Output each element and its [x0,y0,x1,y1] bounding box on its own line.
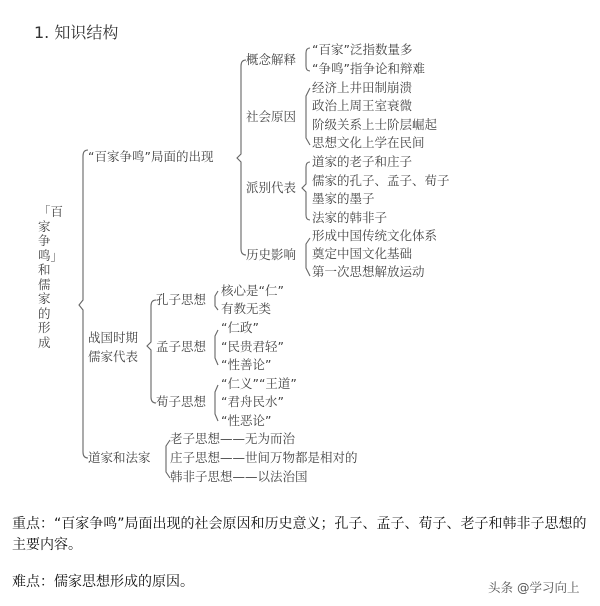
group-label: 派别代表 [246,180,297,195]
section-title: 1. 知识结构 [34,23,119,42]
leaf-item: 经济上井田制崩溃 [312,80,413,95]
confucius-brace [215,291,218,310]
leaf-item: 政治上周王室衰微 [312,98,413,113]
branch2-brace [147,300,156,403]
leaf-item: 韩非子思想——以法治国 [170,469,308,484]
social-brace [306,88,310,145]
group-label: 孔子思想 [156,292,207,307]
leaf-item: 有教无类 [221,301,272,316]
school-brace [302,162,310,220]
leaf-item: “民贵君轻” [221,339,284,354]
mencius-brace [215,330,218,365]
leaf-item: 墨家的墨子 [312,191,375,206]
impact-brace [306,238,310,276]
leaf-item: “君舟民水” [221,394,284,409]
leaf-item: 奠定中国文化基础 [312,246,413,261]
leaf-item: “争鸣”指争论和辩难 [312,61,425,76]
leaf-item: 阶级关系上士阶层崛起 [312,117,438,132]
difficulty-text: 难点：儒家思想形成的原因。 [12,574,194,590]
group-label: 社会原因 [246,109,297,124]
leaf-item: “仁政” [221,320,259,335]
key-points-text: 重点：“百家争鸣”局面出现的社会原因和历史意义；孔子、孟子、荀子、老子和韩非子思想的主要内容。 [12,516,587,553]
branch1-brace [237,60,246,255]
group-label: 荀子思想 [156,394,207,409]
leaf-item: “性恶论” [221,413,272,428]
leaf-item: 思想文化上学在民间 [312,135,425,150]
leaf-item: 核心是“仁” [221,283,284,298]
group-label: 概念解释 [246,52,297,67]
leaf-item: “百家”泛指数量多 [312,42,413,57]
leaf-item: 道家的老子和庄子 [312,154,413,169]
leaf-item: 儒家的孔子、孟子、荀子 [312,173,450,188]
leaf-item: 老子思想——无为而治 [170,431,296,446]
leaf-item: “性善论” [221,357,272,372]
leaf-item: 法家的韩非子 [312,210,388,225]
watermark: 头条 @学习向上 [488,580,580,595]
branch1-label: “百家争鸣”局面的出现 [88,149,214,164]
leaf-item: “仁义”“王道” [221,376,297,391]
root-topic: 「百家争鸣」和儒家的形成 [38,204,64,350]
branch2-label-line2: 儒家代表 [88,349,139,364]
xunzi-brace [215,385,218,421]
group-label: 历史影响 [246,247,297,262]
leaf-item: 庄子思想——世间万物都是相对的 [170,450,358,465]
concept-brace [306,48,310,71]
branch3-label: 道家和法家 [88,450,151,465]
group-label: 孟子思想 [156,339,207,354]
branch2-label-line1: 战国时期 [88,330,139,345]
leaf-item: 第一次思想解放运动 [312,264,425,279]
leaf-item: 形成中国传统文化体系 [312,228,438,243]
main-brace [79,150,88,458]
